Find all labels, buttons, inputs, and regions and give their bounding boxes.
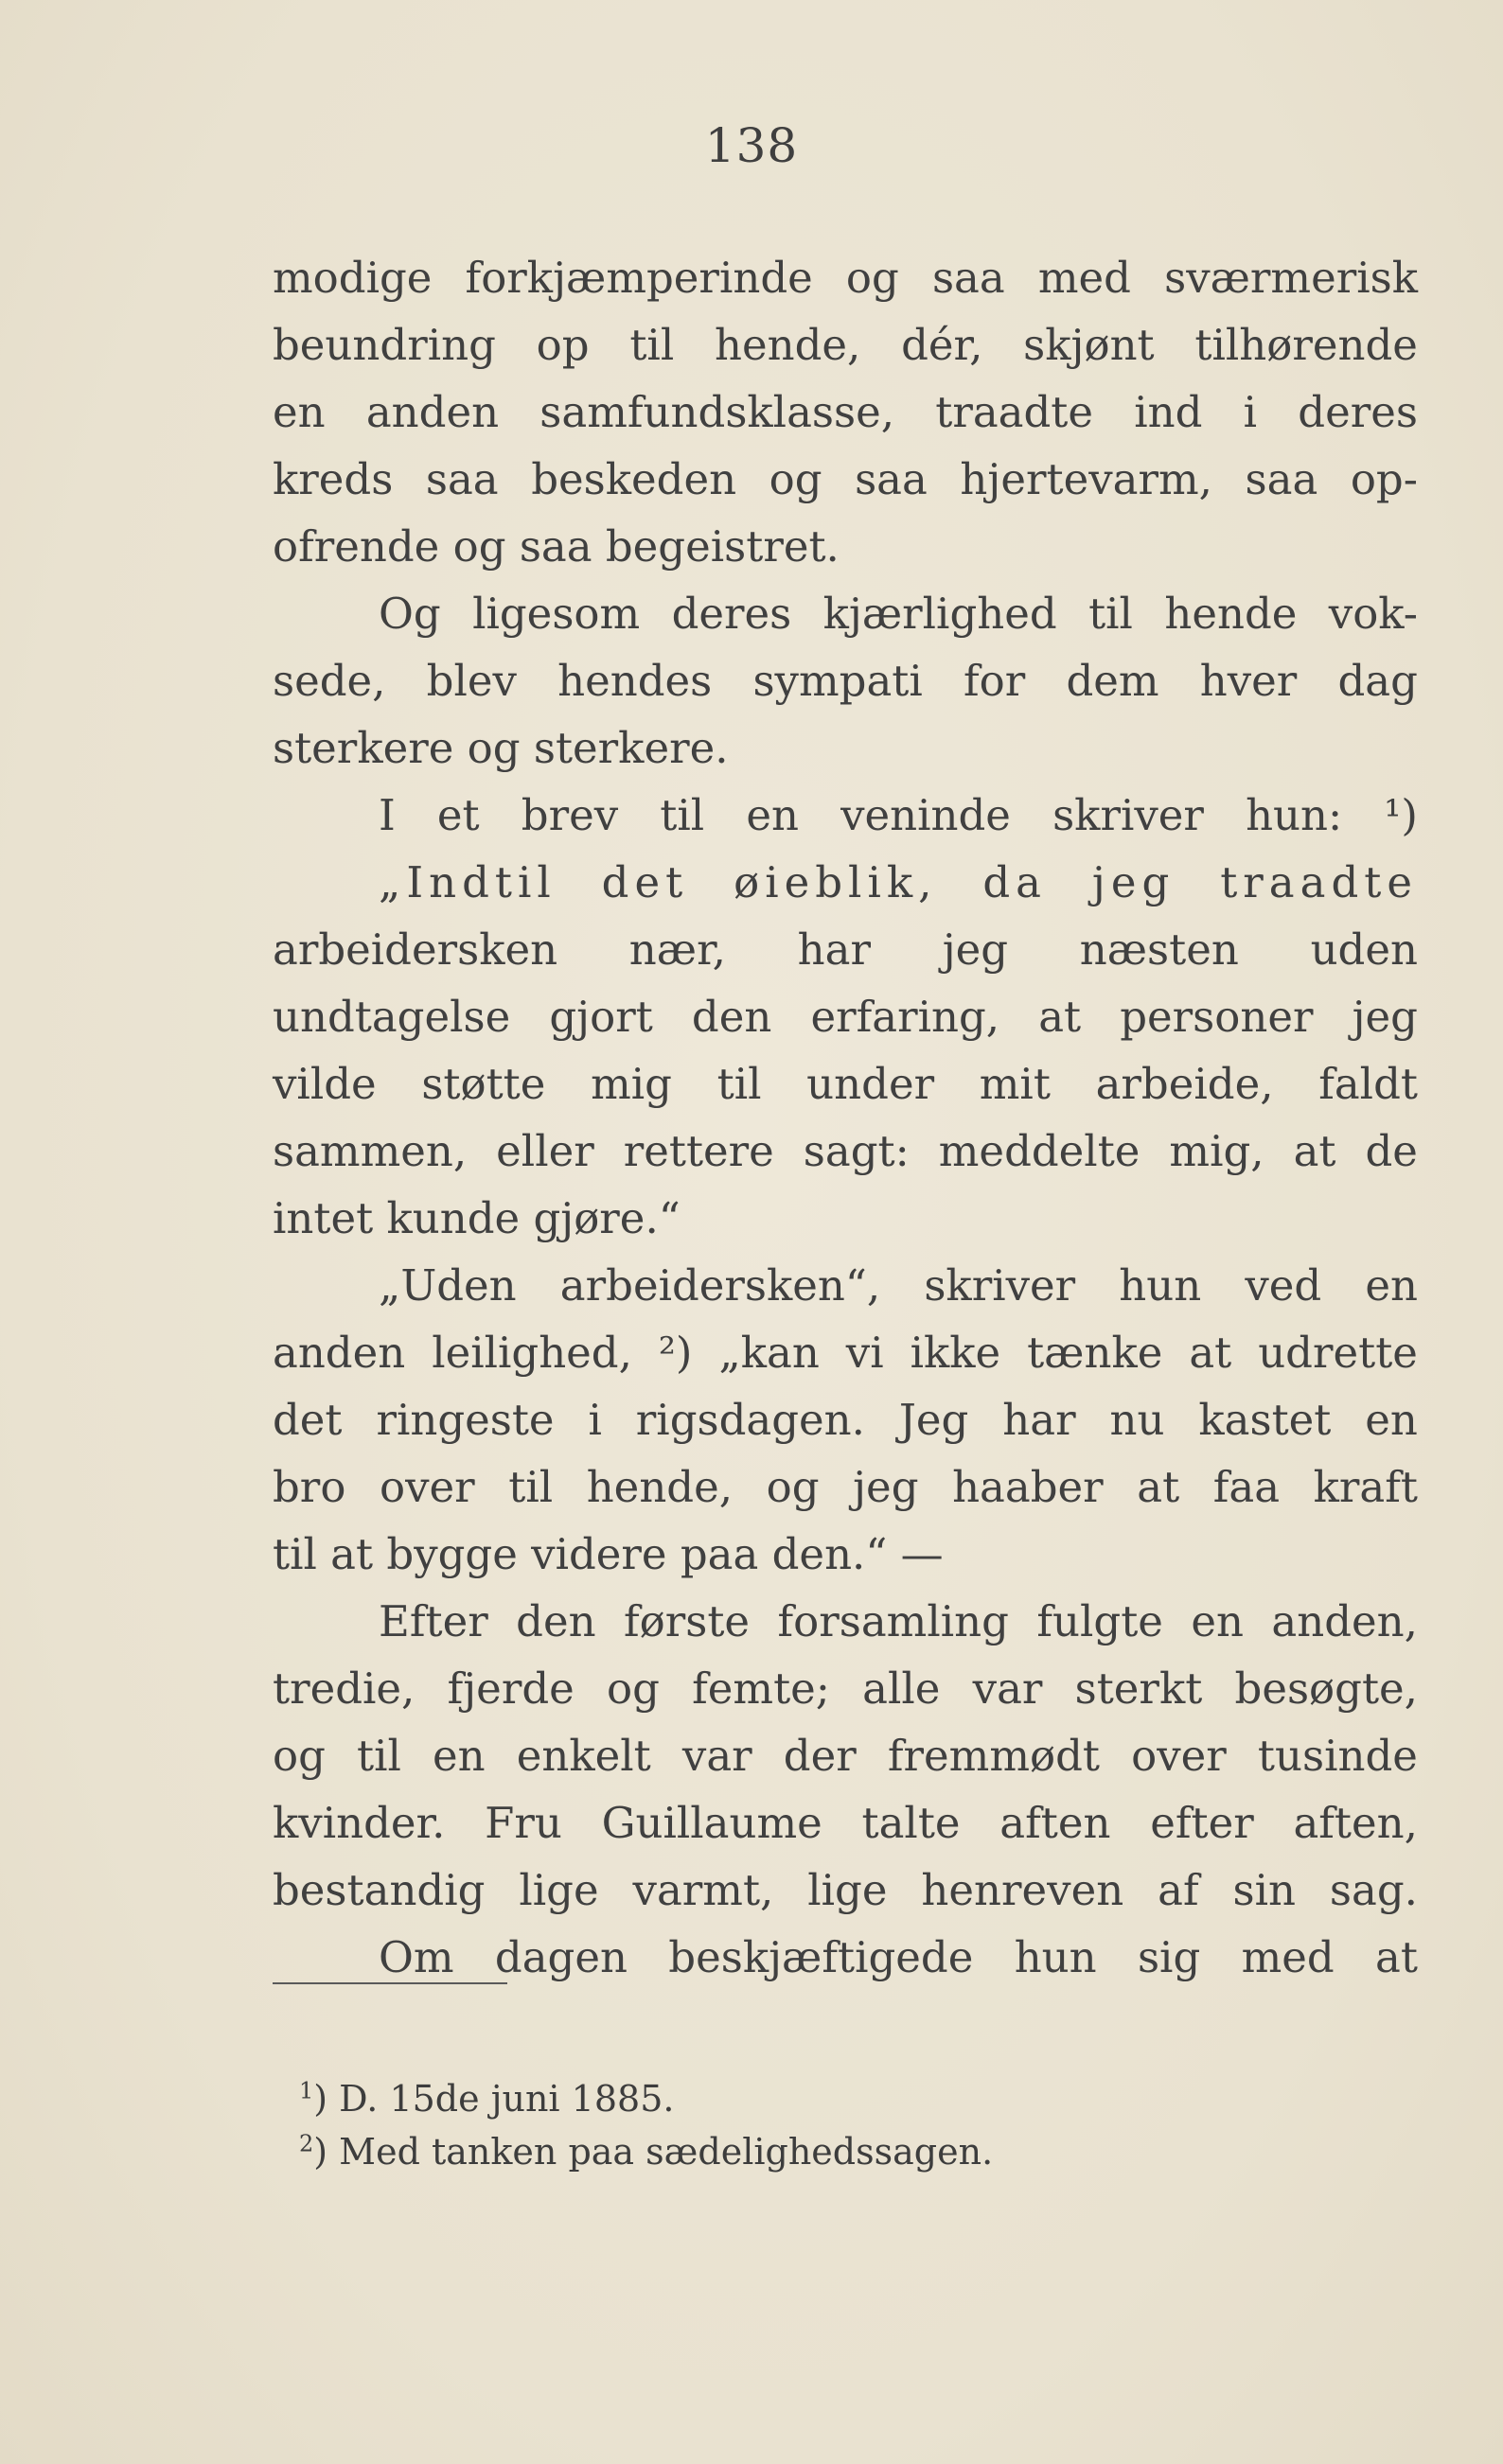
text-line xyxy=(273,1118,1418,1185)
word: saa xyxy=(1245,454,1318,504)
word: og xyxy=(273,1731,326,1781)
word: fremmødt xyxy=(887,1731,1100,1781)
word: var xyxy=(681,1731,752,1781)
text-line xyxy=(273,311,1418,378)
word: blev xyxy=(426,656,517,706)
word: bro xyxy=(273,1462,346,1512)
word: ¹) xyxy=(1384,790,1418,840)
word: over xyxy=(1131,1731,1227,1781)
word: at xyxy=(1137,1462,1180,1512)
word: Efter xyxy=(379,1596,488,1646)
word: saa xyxy=(425,454,499,504)
footnote-divider xyxy=(273,1982,507,1984)
footnote-mark: 2 xyxy=(299,2130,314,2157)
word: mig xyxy=(591,1059,672,1109)
word: saa xyxy=(931,253,1005,303)
text-line xyxy=(273,1588,1418,1655)
word: mit xyxy=(979,1059,1051,1109)
word: besøgte, xyxy=(1234,1663,1418,1714)
text-line xyxy=(273,983,1418,1050)
word: meddelte xyxy=(938,1126,1141,1176)
word: arbeide, xyxy=(1095,1059,1274,1109)
word: tredie, xyxy=(273,1663,416,1714)
word: vilde xyxy=(273,1059,377,1109)
word: de xyxy=(1365,1126,1418,1176)
word: over xyxy=(380,1462,475,1512)
word: udrette xyxy=(1258,1328,1418,1378)
word: leilighed, xyxy=(432,1328,632,1378)
word: sammen, xyxy=(273,1126,468,1176)
word: eller xyxy=(496,1126,594,1176)
word: det xyxy=(273,1395,343,1445)
word: kraft xyxy=(1313,1462,1418,1512)
word: gjort xyxy=(549,992,653,1042)
word: ind xyxy=(1134,387,1203,437)
word: sag. xyxy=(1329,1865,1418,1915)
word: samfundsklasse, xyxy=(539,387,895,437)
word: en xyxy=(1191,1596,1244,1646)
word: vi xyxy=(845,1328,884,1378)
word: kvinder. xyxy=(273,1798,446,1848)
text-line xyxy=(273,446,1418,513)
word: har xyxy=(1002,1395,1076,1445)
word: den xyxy=(516,1596,596,1646)
word: under xyxy=(806,1059,935,1109)
footnote-text: ) D. 15de juni 1885. xyxy=(313,2078,675,2120)
text-line: intet kunde gjøre.“ xyxy=(273,1193,681,1243)
word: haaber xyxy=(952,1462,1104,1512)
text-line xyxy=(273,1924,1418,1991)
word: nu xyxy=(1109,1395,1165,1445)
word: tusinde xyxy=(1257,1731,1418,1781)
word: aften, xyxy=(1293,1798,1418,1848)
word: ved xyxy=(1245,1260,1322,1311)
word: til xyxy=(660,790,705,840)
word: for xyxy=(963,656,1026,706)
word: henreven xyxy=(921,1865,1124,1915)
word: skjønt xyxy=(1023,320,1155,370)
word: da xyxy=(982,857,1047,907)
text-line xyxy=(273,1252,1418,1319)
word: jeg xyxy=(942,924,1009,975)
text-line: til at bygge videre paa den.“ — xyxy=(273,1529,944,1579)
text-line xyxy=(273,782,1418,849)
word: undtagelse xyxy=(273,992,511,1042)
word: modige xyxy=(273,253,433,303)
word: saa xyxy=(855,454,928,504)
word: deres xyxy=(1298,387,1418,437)
word: efter xyxy=(1150,1798,1254,1848)
word: en xyxy=(273,387,326,437)
text-line xyxy=(273,1050,1418,1118)
word: af xyxy=(1158,1865,1199,1915)
word: med xyxy=(1037,253,1131,303)
word: hver xyxy=(1199,656,1298,706)
word: det xyxy=(601,857,689,907)
footnote-text: ) Med tanken paa sædelighedssagen. xyxy=(313,2131,994,2173)
word: sede, xyxy=(273,656,386,706)
footnote xyxy=(299,2125,1151,2178)
text-line: sterkere og sterkere. xyxy=(273,723,729,773)
word: og xyxy=(769,454,822,504)
word: rettere xyxy=(623,1126,774,1176)
word: anden, xyxy=(1271,1596,1418,1646)
word: skriver xyxy=(1052,790,1204,840)
word: støtte xyxy=(421,1059,546,1109)
text-line xyxy=(273,916,1418,983)
word: hendes xyxy=(557,656,713,706)
word: alle xyxy=(862,1663,941,1714)
word: Om xyxy=(379,1932,454,1982)
word: traadte xyxy=(1220,857,1418,907)
word: lige xyxy=(519,1865,599,1915)
word: vok- xyxy=(1328,589,1418,639)
word: sagt: xyxy=(803,1126,910,1176)
word: at xyxy=(1375,1932,1418,1982)
word: I xyxy=(379,790,396,840)
text-line xyxy=(273,1857,1418,1924)
word: skriver xyxy=(924,1260,1076,1311)
word: jeg xyxy=(1352,992,1418,1042)
word: hjertevarm, xyxy=(960,454,1212,504)
word: hende, xyxy=(586,1462,734,1512)
word: og xyxy=(766,1462,820,1512)
footnote-mark: 1 xyxy=(299,2077,314,2104)
word: dagen xyxy=(494,1932,628,1982)
word: tænke xyxy=(1027,1328,1163,1378)
word: kjærlighed xyxy=(822,589,1057,639)
word: hun xyxy=(1119,1260,1202,1311)
word: jeg xyxy=(853,1462,919,1512)
word: op- xyxy=(1350,454,1418,504)
word: dér, xyxy=(901,320,983,370)
word: den xyxy=(691,992,772,1042)
word: arbeidersken xyxy=(273,924,558,975)
word: lige xyxy=(807,1865,888,1915)
word: sympati xyxy=(752,656,923,706)
word: dem xyxy=(1066,656,1159,706)
word: beskjæftigede xyxy=(668,1932,974,1982)
word: beskeden xyxy=(531,454,737,504)
text-line xyxy=(273,1453,1418,1521)
word: jeg xyxy=(1091,857,1176,907)
word: at xyxy=(1038,992,1082,1042)
word: har xyxy=(797,924,871,975)
word: hun xyxy=(1014,1932,1097,1982)
word: rigsdagen. xyxy=(635,1395,865,1445)
word: et xyxy=(436,790,480,840)
word: uden xyxy=(1310,924,1418,975)
word: til xyxy=(508,1462,554,1512)
word: Og xyxy=(379,589,441,639)
text-line xyxy=(273,1789,1418,1857)
word: faldt xyxy=(1318,1059,1418,1109)
footnotes xyxy=(299,2072,1151,2178)
word: en xyxy=(433,1731,486,1781)
word: hun: xyxy=(1246,790,1343,840)
word: sin xyxy=(1232,1865,1296,1915)
text-line xyxy=(273,647,1418,714)
text-line xyxy=(273,1722,1418,1789)
page-number: 138 xyxy=(704,118,799,173)
word: „kan xyxy=(718,1328,820,1378)
word: femte; xyxy=(692,1663,830,1714)
word: sværmerisk xyxy=(1164,253,1418,303)
word: deres xyxy=(671,589,792,639)
word: brev xyxy=(521,790,619,840)
text-line xyxy=(273,1655,1418,1722)
text-line xyxy=(273,244,1418,311)
word: faa xyxy=(1212,1462,1281,1512)
word: der xyxy=(783,1731,857,1781)
word: op xyxy=(536,320,590,370)
word: første xyxy=(624,1596,751,1646)
word: kastet xyxy=(1198,1395,1332,1445)
word: „Indtil xyxy=(379,857,557,907)
word: og xyxy=(845,253,899,303)
word: ²) xyxy=(658,1328,693,1378)
word: anden xyxy=(273,1328,406,1378)
word: dag xyxy=(1337,656,1418,706)
word: anden xyxy=(365,387,500,437)
word: talte xyxy=(861,1798,961,1848)
word: kreds xyxy=(273,454,394,504)
word: enkelt xyxy=(516,1731,651,1781)
text-line xyxy=(273,1386,1418,1453)
word: Jeg xyxy=(898,1395,969,1445)
word: aften xyxy=(999,1798,1111,1848)
word: en xyxy=(746,790,799,840)
word: sig xyxy=(1137,1932,1201,1982)
word: i xyxy=(1243,387,1258,437)
word: erfaring, xyxy=(810,992,1000,1042)
word: arbeidersken“, xyxy=(559,1260,881,1311)
word: var xyxy=(972,1663,1043,1714)
text-line xyxy=(273,849,1418,916)
word: Fru xyxy=(485,1798,562,1848)
word: Guillaume xyxy=(601,1798,822,1848)
word: mig, xyxy=(1169,1126,1264,1176)
word: ligesom xyxy=(472,589,641,639)
word: til xyxy=(716,1059,762,1109)
word: hende xyxy=(1164,589,1298,639)
word: til xyxy=(357,1731,401,1781)
word: fulgte xyxy=(1036,1596,1163,1646)
word: traadte xyxy=(935,387,1094,437)
word: hende, xyxy=(714,320,861,370)
word: at xyxy=(1189,1328,1232,1378)
word: øieblik, xyxy=(734,857,938,907)
text-line xyxy=(273,580,1418,647)
word: at xyxy=(1293,1126,1336,1176)
word: forsamling xyxy=(777,1596,1009,1646)
word: og xyxy=(606,1663,660,1714)
word: næsten xyxy=(1079,924,1239,975)
text-line xyxy=(273,1319,1418,1386)
word: en xyxy=(1365,1260,1418,1311)
word: en xyxy=(1365,1395,1418,1445)
word: forkjæmperinde xyxy=(465,253,813,303)
text-line xyxy=(273,378,1418,446)
footnote xyxy=(299,2072,1151,2125)
word: til xyxy=(629,320,675,370)
word: tilhørende xyxy=(1194,320,1418,370)
word: ikke xyxy=(910,1328,1001,1378)
word: nær, xyxy=(628,924,726,975)
word: veninde xyxy=(840,790,1011,840)
word: personer xyxy=(1120,992,1314,1042)
word: sterkt xyxy=(1074,1663,1203,1714)
word: ringeste xyxy=(376,1395,555,1445)
word: varmt, xyxy=(632,1865,774,1915)
text-line: ofrende og saa begeistret. xyxy=(273,521,840,572)
word: beundring xyxy=(273,320,496,370)
word: fjerde xyxy=(447,1663,575,1714)
word: bestandig xyxy=(273,1865,486,1915)
word: „Uden xyxy=(379,1260,517,1311)
word: til xyxy=(1088,589,1133,639)
word: med xyxy=(1241,1932,1335,1982)
word: i xyxy=(588,1395,602,1445)
body-text xyxy=(273,244,1418,1991)
